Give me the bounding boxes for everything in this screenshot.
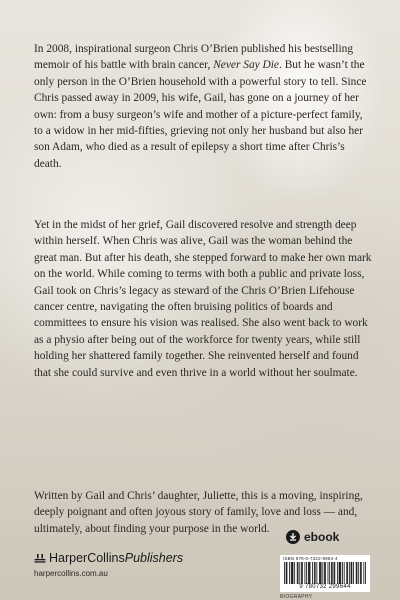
book-title-reference: Never Say Die bbox=[213, 59, 279, 72]
barcode-bar bbox=[340, 562, 341, 584]
barcode-digits: 9 780732 299644 bbox=[299, 584, 351, 590]
barcode-bar bbox=[325, 562, 326, 584]
barcode-bar bbox=[360, 562, 361, 584]
barcode-bar bbox=[349, 562, 350, 584]
barcode-bar bbox=[292, 562, 293, 584]
barcode-bar bbox=[365, 562, 366, 584]
ebook-badge bbox=[286, 530, 339, 544]
blurb-text: . But he wasn’t the only person in the O’Brien household with a powerful story to tell. Since Chris passed away in 2009, his wife, Gail, has gone on a journey of her own: from a busy surgeon’s wife and mother of a picture-perfect family, to a widow in her mid-fifties, grieving not only her husband but also her son Adam, who died as a result of epilepsy a short time after Chris’s death. bbox=[34, 59, 367, 170]
barcode-bar bbox=[337, 562, 338, 584]
category-label: BIOGRAPHY bbox=[280, 594, 313, 600]
blurb-text: Written by Gail and Chris’ daughter, Juliette, this is a moving, inspiring, deeply poignant and often joyous story of family, love and loss — and, ultimately, about finding your purpose in the world. bbox=[34, 490, 363, 535]
barcode-bar bbox=[342, 562, 343, 584]
barcode-bar bbox=[361, 562, 362, 584]
barcode-bar bbox=[332, 562, 333, 584]
barcode-bar bbox=[312, 562, 313, 584]
flame-and-water-icon bbox=[34, 553, 46, 564]
barcode-bar bbox=[356, 562, 357, 584]
barcode-bar bbox=[320, 562, 321, 584]
barcode-bar bbox=[329, 562, 330, 584]
barcode-bar bbox=[298, 562, 299, 584]
publisher-url: harpercollins.com.au bbox=[34, 569, 108, 578]
barcode-bar bbox=[340, 562, 341, 584]
barcode-bar bbox=[324, 562, 325, 584]
barcode-bar bbox=[321, 562, 322, 584]
barcode-bar bbox=[287, 562, 288, 584]
barcode-bar bbox=[299, 562, 300, 584]
barcode-bar bbox=[289, 562, 290, 584]
barcode-bar bbox=[353, 562, 354, 584]
barcode-bar bbox=[322, 562, 323, 584]
barcode-bar bbox=[308, 562, 309, 584]
publisher-name-regular: HarperCollins bbox=[49, 551, 125, 565]
barcode-bar bbox=[344, 562, 345, 584]
blurb-paragraph-1 bbox=[34, 41, 372, 172]
barcode-bars bbox=[284, 562, 366, 584]
blurb-paragraph-2 bbox=[34, 217, 372, 381]
barcode-bar bbox=[310, 562, 311, 584]
barcode-bar bbox=[331, 562, 332, 584]
barcode-bar bbox=[314, 562, 315, 584]
publisher-logo bbox=[34, 551, 183, 565]
barcode-bar bbox=[328, 562, 329, 584]
barcode-bar bbox=[301, 562, 302, 584]
barcode-bar bbox=[297, 562, 298, 584]
barcode-bar bbox=[339, 562, 340, 584]
blurb-text: In 2008, inspirational surgeon Chris O’Brien published his bestselling memoir of his battle with brain cancer, bbox=[34, 43, 354, 72]
barcode-bar bbox=[347, 562, 348, 584]
download-icon bbox=[286, 530, 300, 544]
barcode-bar bbox=[351, 562, 352, 584]
barcode-bar bbox=[316, 562, 317, 584]
barcode-bar bbox=[351, 562, 352, 584]
barcode-bar bbox=[319, 562, 320, 584]
ebook-label: ebook bbox=[304, 530, 340, 544]
barcode-bar bbox=[346, 562, 347, 584]
blurb-text: Yet in the midst of her grief, Gail discovered resolve and strength deep within herself. When Chris was alive, Gail was the woman behind the great man. But after his death, she stepped forward to make her own mark on the world. While coming to terms with both a public and private loss, Gail took on Chris’s legacy as steward of the Chris O’Brien Lifehouse cancer centre, navigating the often bruising politics of boards and committees to ensure his vision was realised. She also went back to work as a physio after being out of the workforce for twenty years, while still holding her shattered family together. She reinvented herself and found that she could survive and even thrive in a world without her soulmate. bbox=[34, 219, 372, 379]
barcode-bar bbox=[334, 562, 335, 584]
barcode-bar bbox=[357, 562, 358, 584]
barcode-bar bbox=[286, 562, 287, 584]
barcode-bar bbox=[334, 562, 335, 584]
barcode-bar bbox=[363, 562, 364, 584]
barcode-bar bbox=[284, 562, 285, 584]
barcode-bar bbox=[358, 562, 359, 584]
barcode-bar bbox=[309, 562, 310, 584]
isbn-label: ISBN 978-0-7322-9964-4 bbox=[283, 556, 338, 561]
barcode-bar bbox=[306, 562, 307, 584]
publisher-name-italic: Publishers bbox=[124, 551, 184, 565]
barcode-bar bbox=[305, 562, 306, 584]
barcode-bar bbox=[302, 562, 303, 584]
isbn-barcode bbox=[280, 555, 370, 592]
barcode-bar bbox=[315, 562, 316, 584]
publisher-name bbox=[49, 551, 183, 565]
barcode-bar bbox=[291, 562, 292, 584]
barcode-bar bbox=[294, 562, 295, 584]
barcode-bar bbox=[293, 562, 294, 584]
